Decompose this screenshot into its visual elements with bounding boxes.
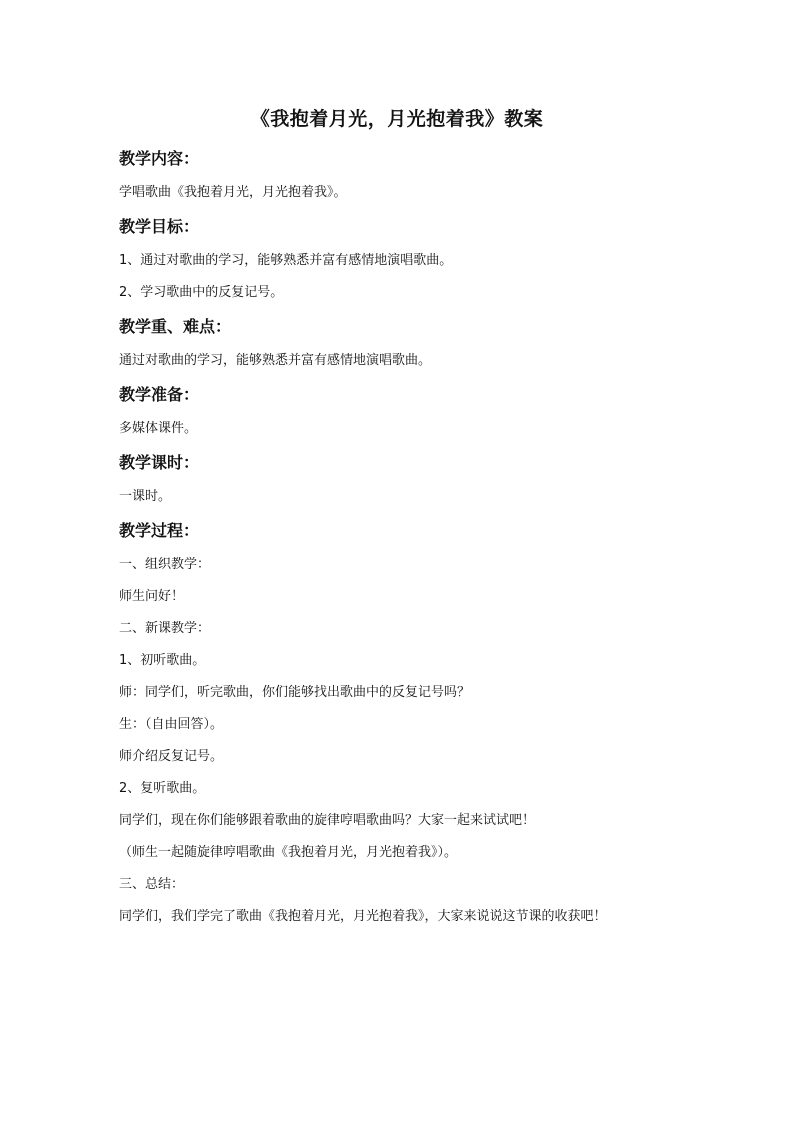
process-line: 同学们，我们学完了歌曲《我抱着月光，月光抱着我》，大家来说说这节课的收获吧！	[119, 909, 607, 924]
process-line: 师：同学们，听完歌曲，你们能够找出歌曲中的反复记号吗？	[119, 685, 471, 700]
content-line: 学唱歌曲《我抱着月光，月光抱着我》。	[119, 185, 347, 200]
process-line: 1、初听歌曲。	[119, 653, 206, 668]
goal-line: 1、通过对歌曲的学习，能够熟悉并富有感情地演唱歌曲。	[119, 253, 453, 268]
heading-process: 教学过程：	[119, 521, 200, 540]
heading-preparation: 教学准备：	[119, 385, 200, 404]
process-line: 师生问好！	[119, 589, 185, 604]
heading-goals: 教学目标：	[119, 217, 200, 236]
heading-content: 教学内容：	[119, 149, 200, 168]
process-line: 师介绍反复记号。	[119, 749, 224, 764]
goal-line: 2、学习歌曲中的反复记号。	[119, 285, 284, 300]
process-line: 一、组织教学：	[119, 557, 211, 572]
key-point-line: 通过对歌曲的学习，能够熟悉并富有感情地演唱歌曲。	[119, 353, 432, 368]
process-line: 生：（自由回答）。	[119, 717, 224, 732]
class-hours-line: 一课时。	[119, 489, 172, 504]
heading-class-hours: 教学课时：	[119, 453, 200, 472]
document-title: 《我抱着月光，月光抱着我》教案	[250, 108, 544, 130]
document-content	[119, 146, 679, 927]
preparation-line: 多媒体课件。	[119, 421, 198, 436]
process-line: （师生一起随旋律哼唱歌曲《我抱着月光，月光抱着我》）。	[119, 845, 458, 860]
process-line: 二、新课教学：	[119, 621, 211, 636]
process-line: 同学们，现在你们能够跟着歌曲的旋律哼唱歌曲吗？大家一起来试试吧！	[119, 813, 536, 828]
process-line: 2、复听歌曲。	[119, 781, 206, 796]
process-line: 三、总结：	[119, 877, 185, 892]
heading-key-points: 教学重、难点：	[119, 317, 232, 336]
